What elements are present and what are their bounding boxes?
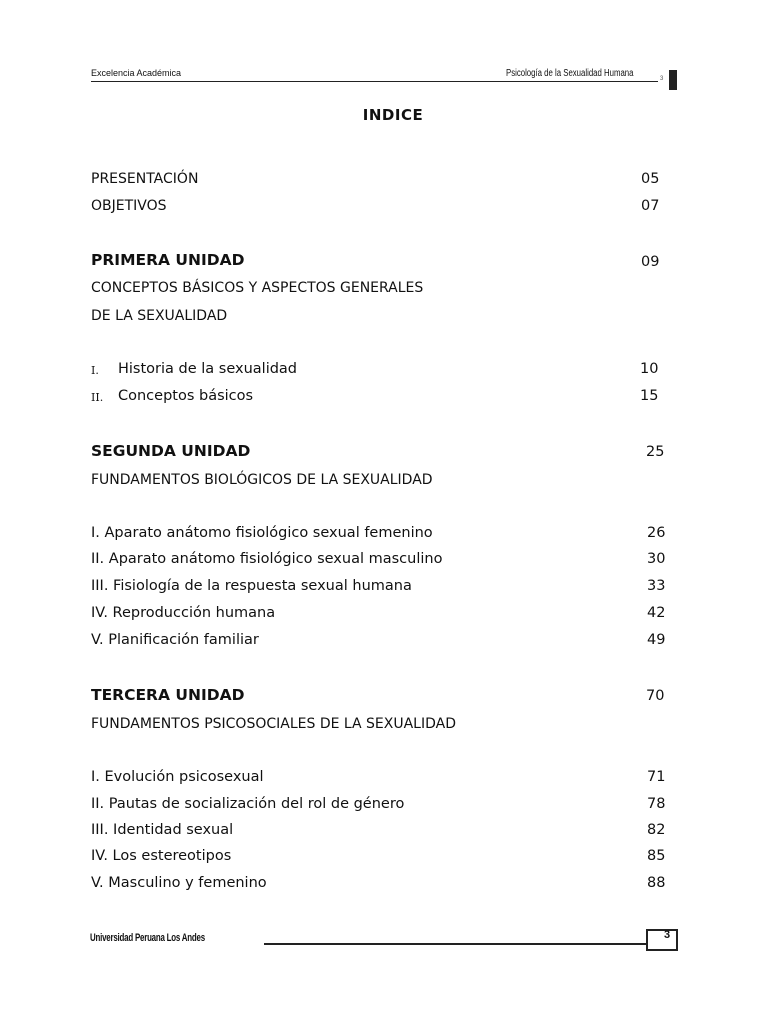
unit3-heading: TERCERA UNIDAD bbox=[91, 686, 245, 704]
unit3-item1-page: 71 bbox=[647, 769, 666, 785]
unit2-item5-label: V. Planificación familiar bbox=[91, 632, 259, 648]
unit3-subtitle: FUNDAMENTOS PSICOSOCIALES DE LA SEXUALIDAD bbox=[91, 716, 457, 732]
unit1-item2-num: II. bbox=[91, 391, 104, 404]
unit2-item3-label: III. Fisiología de la respuesta sexual humana bbox=[91, 578, 412, 594]
unit1-subtitle-line1: CONCEPTOS BÁSICOS Y ASPECTOS GENERALES bbox=[91, 280, 424, 296]
unit2-subtitle: FUNDAMENTOS BIOLÓGICOS DE LA SEXUALIDAD bbox=[91, 472, 433, 488]
unit2-item5-page: 49 bbox=[647, 632, 666, 648]
unit2-item3-page: 33 bbox=[647, 578, 666, 594]
unit2-item1-page: 26 bbox=[647, 525, 666, 541]
footer-rule bbox=[264, 943, 646, 945]
unit3-item4-label: IV. Los estereotipos bbox=[91, 848, 232, 864]
unit2-heading: SEGUNDA UNIDAD bbox=[91, 442, 251, 460]
header-rule bbox=[91, 81, 658, 82]
header-page-number: 3 bbox=[660, 76, 664, 82]
unit2-item4-page: 42 bbox=[647, 605, 666, 621]
unit1-item1-label: Historia de la sexualidad bbox=[118, 361, 298, 377]
unit3-item2-page: 78 bbox=[647, 796, 666, 812]
unit2-item2-page: 30 bbox=[647, 551, 666, 567]
unit3-page: 70 bbox=[646, 688, 665, 704]
unit1-page: 09 bbox=[641, 254, 660, 270]
unit1-item2-page: 15 bbox=[640, 388, 659, 404]
footer-page-box bbox=[646, 929, 678, 951]
unit3-item2-label: II. Pautas de socialización del rol de género bbox=[91, 796, 405, 812]
unit1-item1-num: I. bbox=[91, 364, 99, 377]
unit1-subtitle-line2: DE LA SEXUALIDAD bbox=[91, 308, 228, 324]
toc-entry-presentacion-page: 05 bbox=[641, 171, 660, 187]
unit3-item5-page: 88 bbox=[647, 875, 666, 891]
unit2-item1-label: I. Aparato anátomo fisiológico sexual femenino bbox=[91, 525, 433, 541]
unit3-item3-page: 82 bbox=[647, 822, 666, 838]
unit1-item1-page: 10 bbox=[640, 361, 659, 377]
unit3-item3-label: III. Identidad sexual bbox=[91, 822, 234, 838]
toc-entry-presentacion-label: PRESENTACIÓN bbox=[91, 171, 199, 187]
header-left-text: Excelencia Académica bbox=[91, 68, 182, 78]
footer-page-number: 3 bbox=[664, 929, 671, 941]
unit1-item2-label: Conceptos básicos bbox=[118, 388, 254, 404]
header-right-text: Psicología de la Sexualidad Humana bbox=[506, 68, 634, 79]
unit3-item4-page: 85 bbox=[647, 848, 666, 864]
unit2-item2-label: II. Aparato anátomo fisiológico sexual masculino bbox=[91, 551, 443, 567]
page-title: INDICE bbox=[362, 106, 424, 124]
toc-entry-objetivos-page: 07 bbox=[641, 198, 660, 214]
toc-entry-objetivos-label: OBJETIVOS bbox=[91, 198, 167, 214]
unit3-item1-label: I. Evolución psicosexual bbox=[91, 769, 264, 785]
unit1-heading: PRIMERA UNIDAD bbox=[91, 251, 245, 269]
unit2-item4-label: IV. Reproducción humana bbox=[91, 605, 276, 621]
header-marker-block bbox=[669, 70, 677, 90]
unit2-page: 25 bbox=[646, 444, 665, 460]
footer-left-text: Universidad Peruana Los Andes bbox=[90, 932, 205, 944]
unit3-item5-label: V. Masculino y femenino bbox=[91, 875, 267, 891]
